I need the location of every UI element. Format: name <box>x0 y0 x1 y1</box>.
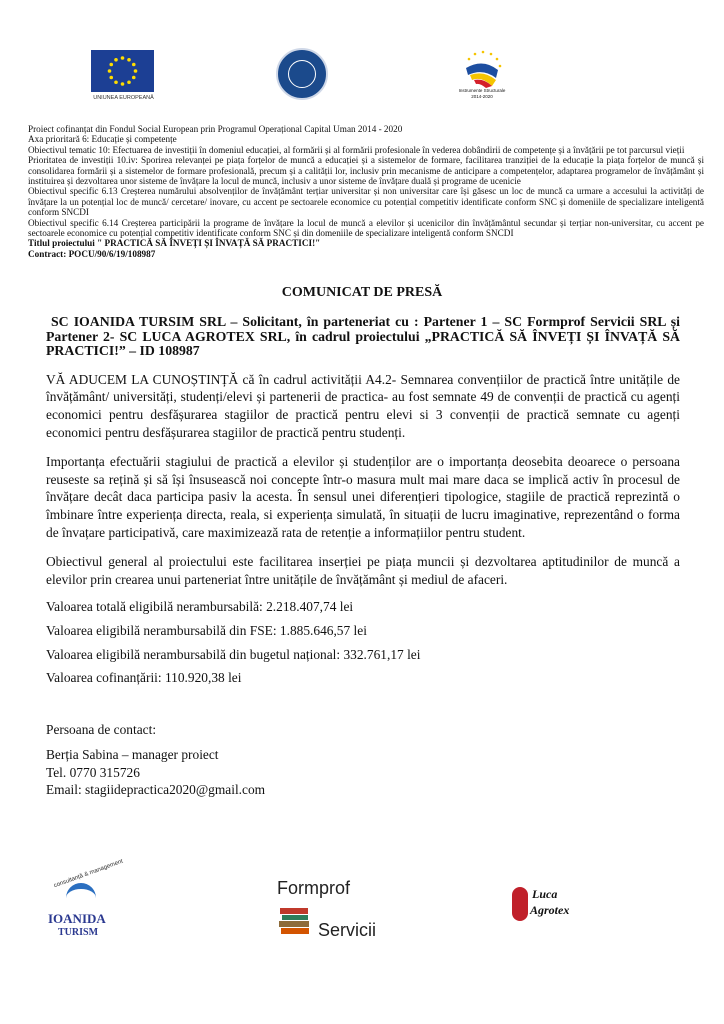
header-line: Proiect cofinanțat din Fondul Social European prin Programul Operațional Capital Uman 2014 - 2020 <box>28 124 403 134</box>
paragraph: Obiectivul general al proiectului este facilitarea inserției pe piața muncii și dezvoltarea aptitudinilor de muncă a elevilor prin crearea unui parteneriat între unitățile de învățământ și mediul de afaceri. <box>46 554 680 587</box>
formprof-logo-text: Formprof <box>277 878 351 899</box>
books-icon <box>278 906 312 936</box>
contact-phone: Tel. 0770 315726 <box>46 764 140 780</box>
project-header <box>28 124 704 259</box>
paragraph: Importanța efectuării stagiului de practică a elevilor și studenților are o importanța deosebita deoarece o persoana reuseste sa rețină și să își însusească noi concepte într-o masura mult mai mare daca se implică activ în procesul de învățare decât daca participa pasiv la acesta. În sensul unei diferențieri tipologice, stagiile de practică reprezintă o îmbinare între experiența directa, reala, si experiența simulată, în situații de lucru imaginative, reprezentând o forma de învațare participativă, care maximizează rata de retenție a informațiilor pentru student. <box>46 454 680 540</box>
contact-email[interactable]: Email: stagiidepractica2020@gmail.com <box>46 782 266 798</box>
value-national: Valoarea eligibilă nerambursabilă din bugetul național: 332.761,17 lei <box>46 646 421 662</box>
value-fse: Valoarea eligibilă nerambursabilă din FSE: 1.885.646,57 lei <box>46 622 367 638</box>
header-line: Axa prioritară 6: Educație și competențe <box>28 134 177 145</box>
contact-name: Berția Sabina – manager proiect <box>46 747 219 763</box>
value-total: Valoarea totală eligibilă nerambursabilă: 2.218.407,74 lei <box>46 599 354 615</box>
agrotex-name: Agrotex <box>530 903 570 918</box>
header-line: Obiectivul specific 6.14 Creșterea participării la programe de învățare la locul de muncă a elevilor și ucenicilor din învățământul secundar și terțiar non-universitar, cu accent pe sectoarele economice cu potențial competitiv identificate conform SNC și din domeniile de specializare inteligentă conform SNCDI <box>28 217 704 239</box>
luca-swirl-icon <box>512 887 528 921</box>
header-line: Prioritatea de investiții 10.iv: Sporirea relevanței pe piața forțelor de muncă a educației și a sistemelor de formare, facilitarea tranziției de la educație la piața forțelor de muncă și consolidarea formării și a sistemelor de formare profesională, precum și a calității lor, inclusiv prin mecanisme de anticipare a competențelor, adaptarea programelor de învățământ și instituirea și dezvoltarea unor sisteme de învățare la locul de muncă, inclusiv a unor sisteme de învățare duală și programe de ucenicie <box>28 155 704 187</box>
ioanida-name: IOANIDA <box>48 911 106 927</box>
funding-values <box>0 598 724 686</box>
project-title: Titlul proiectului " PRACTICĂ SĂ ÎNVEȚI ȘI ÎNVAȚĂ SĂ PRACTICI!" <box>28 238 321 249</box>
document-title: COMUNICAT DE PRESĂ <box>281 285 443 301</box>
luca-agrotex-logo <box>512 885 592 925</box>
ioanida-turism: TURISM <box>58 927 99 939</box>
contact-label: Persoana de contact: <box>46 721 157 737</box>
partner-logos <box>0 858 724 979</box>
eu-logo-label: UNIUNEA EUROPEANĂ <box>93 95 154 101</box>
header-line: Obiectivul tematic 10: Efectuarea de investiții în domeniul educației, al formării și al formării profesionale în vederea dobândirii de competențe și a învățării pe tot parcursul vieții <box>28 144 685 155</box>
contract-number: Contract: POCU/90/6/19/108987 <box>28 248 156 259</box>
value-cofinancing: Valoarea cofinanțării: 110.920,38 lei <box>46 670 242 686</box>
servicii-logo-text: Servicii <box>318 920 377 941</box>
lead-heading: SC IOANIDA TURSIM SRL – Solicitant, în parteneriat cu : Partener 1 – SC Formprof Servicii SRL și Partener 2- SC LUCA AGROTEX SRL, în cadrul proiectului „PRACTICĂ SĂ ÎNVEȚI ȘI ÎNVAȚĂ SĂ PRACTICI!” – ID 108987 <box>46 314 680 359</box>
ioanida-turism-logo <box>44 858 124 949</box>
contact-block <box>0 721 724 799</box>
header-line: Obiectivul specific 6.13 Creșterea numărului absolvenților de învățământ terțiar universitar și non universitar care își găsesc un loc de muncă ca urmare a accesului la activități de învățare la un potențial loc de muncă/ cercetare/ inovare, cu accent pe sectoarele economice cu potențial competitiv identificate conform SNC și domeniile de specializare inteligentă conform SNCDI <box>28 186 704 218</box>
ioanida-tagline: consultanță & management <box>53 858 124 890</box>
is-label-years: 2014-2020 <box>471 94 493 99</box>
ioanida-swoosh-icon <box>66 883 96 913</box>
paragraph: VĂ ADUCEM LA CUNOȘTINȚĂ că în cadrul activității A4.2- Semnarea convențiilor de practică între unitățile de învățământ/ universități, studenți/elevi și partenerii de practica- au fost semnate 49 de convenții de practică cu agenți economici pentru desfășurarea stagiilor de practică pentru elevi si 3 convenții de practică semnate cu agenți economici pentru desfășurarea stagiilor de practică pentru studenți. <box>46 371 680 440</box>
luca-name: Luca <box>532 887 558 902</box>
is-label-line: Instrumente Structurale <box>458 88 506 93</box>
